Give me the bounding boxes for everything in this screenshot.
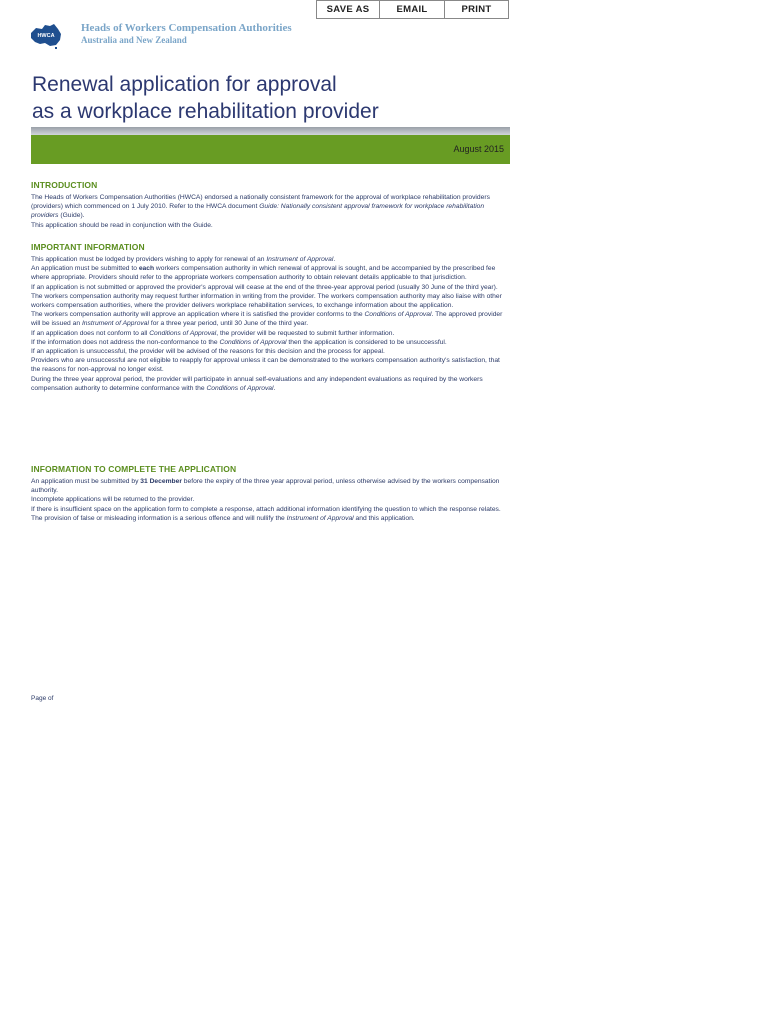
important-line: Providers who are unsuccessful are not eligible to reapply for approval unless it can be demonstrated to the workers compensation authority's satisfaction, that the reasons for non-approval no longer exist. (31, 357, 500, 374)
complete-line: The provision of false or misleading information is a serious offence and will nullify the Instrument of Approval and this application. (31, 514, 415, 522)
svg-text:HWCA: HWCA (37, 33, 55, 39)
important-heading: IMPORTANT INFORMATION (31, 242, 145, 252)
important-line: If an application is not submitted or approved the provider's approval will cease at the end of the three-year approval period (usually 30 June of the third year). (31, 283, 498, 291)
document-toolbar (316, 0, 509, 19)
intro-paragraph-2: This application should be read in conjunction with the Guide. (31, 221, 213, 229)
page-number: Page of (31, 695, 54, 702)
hwca-logo (28, 22, 64, 50)
complete-application-heading: INFORMATION TO COMPLETE THE APPLICATION (31, 464, 237, 474)
intro-paragraph: The Heads of Workers Compensation Authorities (HWCA) endorsed a nationally consistent framework for the approval of workplace rehabilitation providers (providers) which commenced on 1 July 2010. Refer to the HWCA document Guide: Nationally consistent approval framework for workplace rehabilitation providers (Guide). (31, 194, 490, 220)
print-button[interactable]: PRINT (444, 0, 509, 19)
title-line-2: as a workplace rehabilitation provider (32, 100, 379, 123)
complete-application-text (31, 477, 511, 523)
introduction-heading: INTRODUCTION (31, 180, 98, 190)
complete-line: Incomplete applications will be returned to the provider. (31, 496, 195, 504)
title-line-1: Renewal application for approval (32, 73, 337, 96)
important-line: If an application does not conform to all Conditions of Approval, the provider will be requested to submit further information. (31, 329, 395, 337)
title-band-shadow (31, 127, 510, 135)
complete-line: An application must be submitted by 31 December before the expiry of the three year approval period, unless otherwise advised by the workers compensation authority. (31, 478, 500, 495)
important-text (31, 255, 511, 393)
important-line: If the information does not address the non-conformance to the Conditions of Approval then the application is considered to be unsuccessful. (31, 338, 447, 346)
introduction-text (31, 193, 511, 230)
important-line: The workers compensation authority may request further information in writing from the provider. The workers compensation authority may also liaise with other workers compensation authorities, where the provider delivers workplace rehabilitation services, to exchange information about the application. (31, 292, 502, 310)
org-subtitle: Australia and New Zealand (81, 35, 187, 45)
email-button[interactable]: EMAIL (379, 0, 444, 19)
title-band (31, 135, 510, 164)
important-line: During the three year approval period, the provider will participate in annual self-evaluations and any independent evaluations as required by the workers compensation authority to determine conformance with the Conditions of Approval. (31, 375, 483, 392)
save-as-button[interactable]: SAVE AS (316, 0, 379, 19)
org-name: Heads of Workers Compensation Authorities (81, 22, 292, 34)
complete-line: If there is insufficient space on the application form to complete a response, attach additional information identifying the question to which the response relates. (31, 505, 501, 513)
important-line: An application must be submitted to each workers compensation authority in which renewal of approval is sought, and be accompanied by the prescribed fee where appropriate. Providers should refer to the appropriate workers compensation authority to obtain relevant details applicable to that jurisdiction. (31, 265, 496, 282)
important-line: The workers compensation authority will approve an application where it is satisfied the provider conforms to the Conditions of Approval. The approved provider will be issued an Instrument of Approval for a three year period, until 30 June of the third year. (31, 311, 503, 328)
important-line: If an application is unsuccessful, the provider will be advised of the reasons for this decision and the process for appeal. (31, 348, 385, 356)
document-date: August 2015 (453, 144, 504, 154)
page-title (32, 71, 512, 125)
important-line: This application must be lodged by providers wishing to apply for renewal of an Instrument of Approval. (31, 256, 336, 263)
